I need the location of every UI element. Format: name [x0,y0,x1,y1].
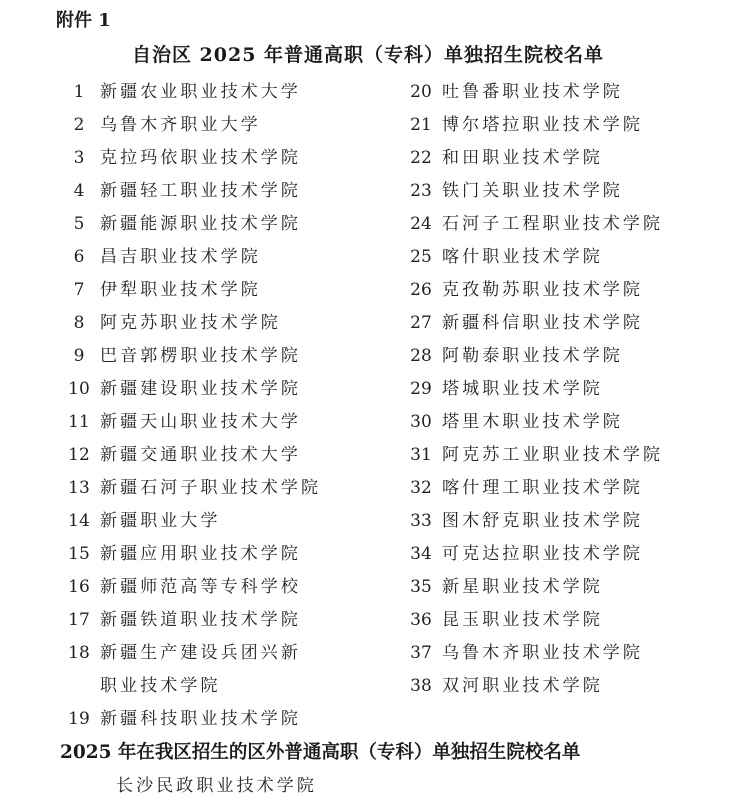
school-name-wrap [442,109,643,142]
school-number: 26 [410,280,432,300]
school-name: 新疆轻工职业技术学院 [100,181,301,201]
school-list-item [58,406,388,439]
school-number: 12 [68,445,90,465]
school-name: 新疆建设职业技术学院 [100,379,301,399]
outer-school-item: 长沙民政职业技术学院 [116,776,317,796]
school-name: 阿勒泰职业技术学院 [442,346,623,366]
school-name: 可克达拉职业技术学院 [442,544,643,564]
school-number: 27 [410,313,432,333]
school-number: 38 [410,676,432,696]
school-number: 5 [73,214,85,234]
school-name: 喀什理工职业技术学院 [442,478,643,498]
school-list-item [58,505,388,538]
school-list-right-column [400,76,730,703]
school-list-item [58,142,388,175]
school-list-item [400,604,730,637]
school-list-item [58,571,388,604]
school-name: 克孜勒苏职业技术学院 [442,280,643,300]
school-name-wrap [442,406,623,439]
school-list-item [400,571,730,604]
school-list-item [58,274,388,307]
school-list-item [58,439,388,472]
section-subtitle: 2025 年在我区招生的区外普通高职（专科）单独招生院校名单 [60,742,581,763]
school-name-wrap [100,406,301,439]
school-name-wrap [442,571,603,604]
school-list-item [400,175,730,208]
school-name-wrap [442,274,643,307]
school-name: 喀什职业技术学院 [442,247,603,267]
school-name: 塔里木职业技术学院 [442,412,623,432]
school-name-continued: 职业技术学院 [100,676,221,696]
school-number: 20 [410,82,432,102]
school-list-item [400,142,730,175]
school-name: 新疆生产建设兵团兴新 [100,643,301,663]
school-name-wrap [100,439,301,472]
school-name-wrap [100,637,301,703]
school-name-wrap [442,142,603,175]
school-name: 博尔塔拉职业技术学院 [442,115,643,135]
school-name-wrap [100,142,301,175]
school-list-item [400,373,730,406]
school-name-wrap [442,637,643,670]
school-name-wrap [100,340,301,373]
school-name-wrap [100,274,261,307]
school-name: 新疆农业职业技术大学 [100,82,301,102]
school-list-left-column [58,76,388,736]
school-list-item [400,241,730,274]
school-name: 新疆职业大学 [100,511,221,531]
school-number: 29 [410,379,432,399]
school-list-item [400,76,730,109]
school-name-wrap [100,175,301,208]
school-name-wrap [442,340,623,373]
school-list-item [58,538,388,571]
school-number: 14 [68,511,90,531]
school-name-wrap [442,538,643,571]
school-number: 28 [410,346,432,366]
school-name: 新疆天山职业技术大学 [100,412,301,432]
school-name: 新疆能源职业技术学院 [100,214,301,234]
school-number: 22 [410,148,432,168]
school-list-item [400,406,730,439]
school-name-wrap [100,76,301,109]
school-number: 3 [73,148,85,168]
school-name-wrap [100,208,301,241]
school-list-item [58,472,388,505]
school-name: 新疆科信职业技术学院 [442,313,643,333]
school-list-item [400,208,730,241]
school-name: 乌鲁木齐职业技术学院 [442,643,643,663]
school-name-wrap [442,175,623,208]
school-number: 23 [410,181,432,201]
school-list-item [58,241,388,274]
school-name: 图木舒克职业技术学院 [442,511,643,531]
school-name-wrap [442,76,623,109]
school-name-wrap [100,373,301,406]
school-name-wrap [442,208,663,241]
school-name-wrap [442,670,603,703]
school-name-wrap [100,703,301,736]
school-list-item [400,538,730,571]
school-name-wrap [100,538,301,571]
school-list-item [400,307,730,340]
school-name: 和田职业技术学院 [442,148,603,168]
school-list-item [58,637,388,703]
school-list-item [400,274,730,307]
school-number: 25 [410,247,432,267]
school-name-wrap [442,241,603,274]
school-name-wrap [442,604,603,637]
school-name: 新疆师范高等专科学校 [100,577,301,597]
school-list-item [58,208,388,241]
school-number: 21 [410,115,432,135]
school-name: 吐鲁番职业技术学院 [442,82,623,102]
school-name-wrap [442,439,663,472]
school-list-item [58,703,388,736]
school-number: 35 [410,577,432,597]
school-name-wrap [442,307,643,340]
school-name-wrap [100,109,261,142]
school-name: 新疆铁道职业技术学院 [100,610,301,630]
school-name: 克拉玛依职业技术学院 [100,148,301,168]
school-name: 昌吉职业技术学院 [100,247,261,267]
school-number: 32 [410,478,432,498]
school-name: 伊犁职业技术学院 [100,280,261,300]
school-list-item [400,340,730,373]
school-list-item [400,505,730,538]
school-name-wrap [100,307,281,340]
school-name: 新疆石河子职业技术学院 [100,478,322,498]
school-list-item [400,439,730,472]
school-list-item [400,472,730,505]
school-number: 6 [73,247,85,267]
school-name-wrap [100,571,301,604]
school-list-item [58,373,388,406]
school-list-item [400,109,730,142]
school-name: 阿克苏工业职业技术学院 [442,445,664,465]
school-list-item [58,340,388,373]
school-list-item [58,109,388,142]
school-number: 8 [73,313,85,333]
school-number: 19 [68,709,90,729]
school-name: 铁门关职业技术学院 [442,181,623,201]
school-number: 13 [68,478,90,498]
school-name: 双河职业技术学院 [442,676,603,696]
school-number: 1 [73,82,85,102]
school-list-item [58,604,388,637]
school-number: 17 [68,610,90,630]
school-list-item [400,637,730,670]
school-name-wrap [442,472,643,505]
school-name: 乌鲁木齐职业大学 [100,115,261,135]
school-list-item [58,307,388,340]
school-number: 7 [73,280,85,300]
document-title: 自治区 2025 年普通高职（专科）单独招生院校名单 [131,44,605,66]
school-name-wrap [100,505,221,538]
school-name: 塔城职业技术学院 [442,379,603,399]
school-name-wrap [100,604,301,637]
school-name: 巴音郭楞职业技术学院 [100,346,301,366]
attachment-label: 附件 1 [56,10,111,31]
school-number: 2 [73,115,85,135]
school-number: 9 [73,346,85,366]
school-number: 37 [410,643,432,663]
school-number: 15 [68,544,90,564]
school-number: 4 [73,181,85,201]
school-number: 36 [410,610,432,630]
school-name: 阿克苏职业技术学院 [100,313,281,333]
school-number: 33 [410,511,432,531]
school-name-wrap [100,472,321,505]
school-name: 昆玉职业技术学院 [442,610,603,630]
school-name: 新星职业技术学院 [442,577,603,597]
school-number: 18 [68,643,90,663]
school-list-item [400,670,730,703]
school-name-wrap [442,373,603,406]
school-number: 31 [410,445,432,465]
school-list-item [58,76,388,109]
school-name: 新疆应用职业技术学院 [100,544,301,564]
school-name-wrap [442,505,643,538]
school-list-item [58,175,388,208]
school-number: 11 [68,412,90,432]
school-name-wrap [100,241,261,274]
school-name: 新疆科技职业技术学院 [100,709,301,729]
school-number: 34 [410,544,432,564]
school-name: 石河子工程职业技术学院 [442,214,664,234]
school-number: 30 [410,412,432,432]
school-name: 新疆交通职业技术大学 [100,445,301,465]
school-number: 10 [68,379,90,399]
school-number: 24 [410,214,432,234]
school-number: 16 [68,577,90,597]
